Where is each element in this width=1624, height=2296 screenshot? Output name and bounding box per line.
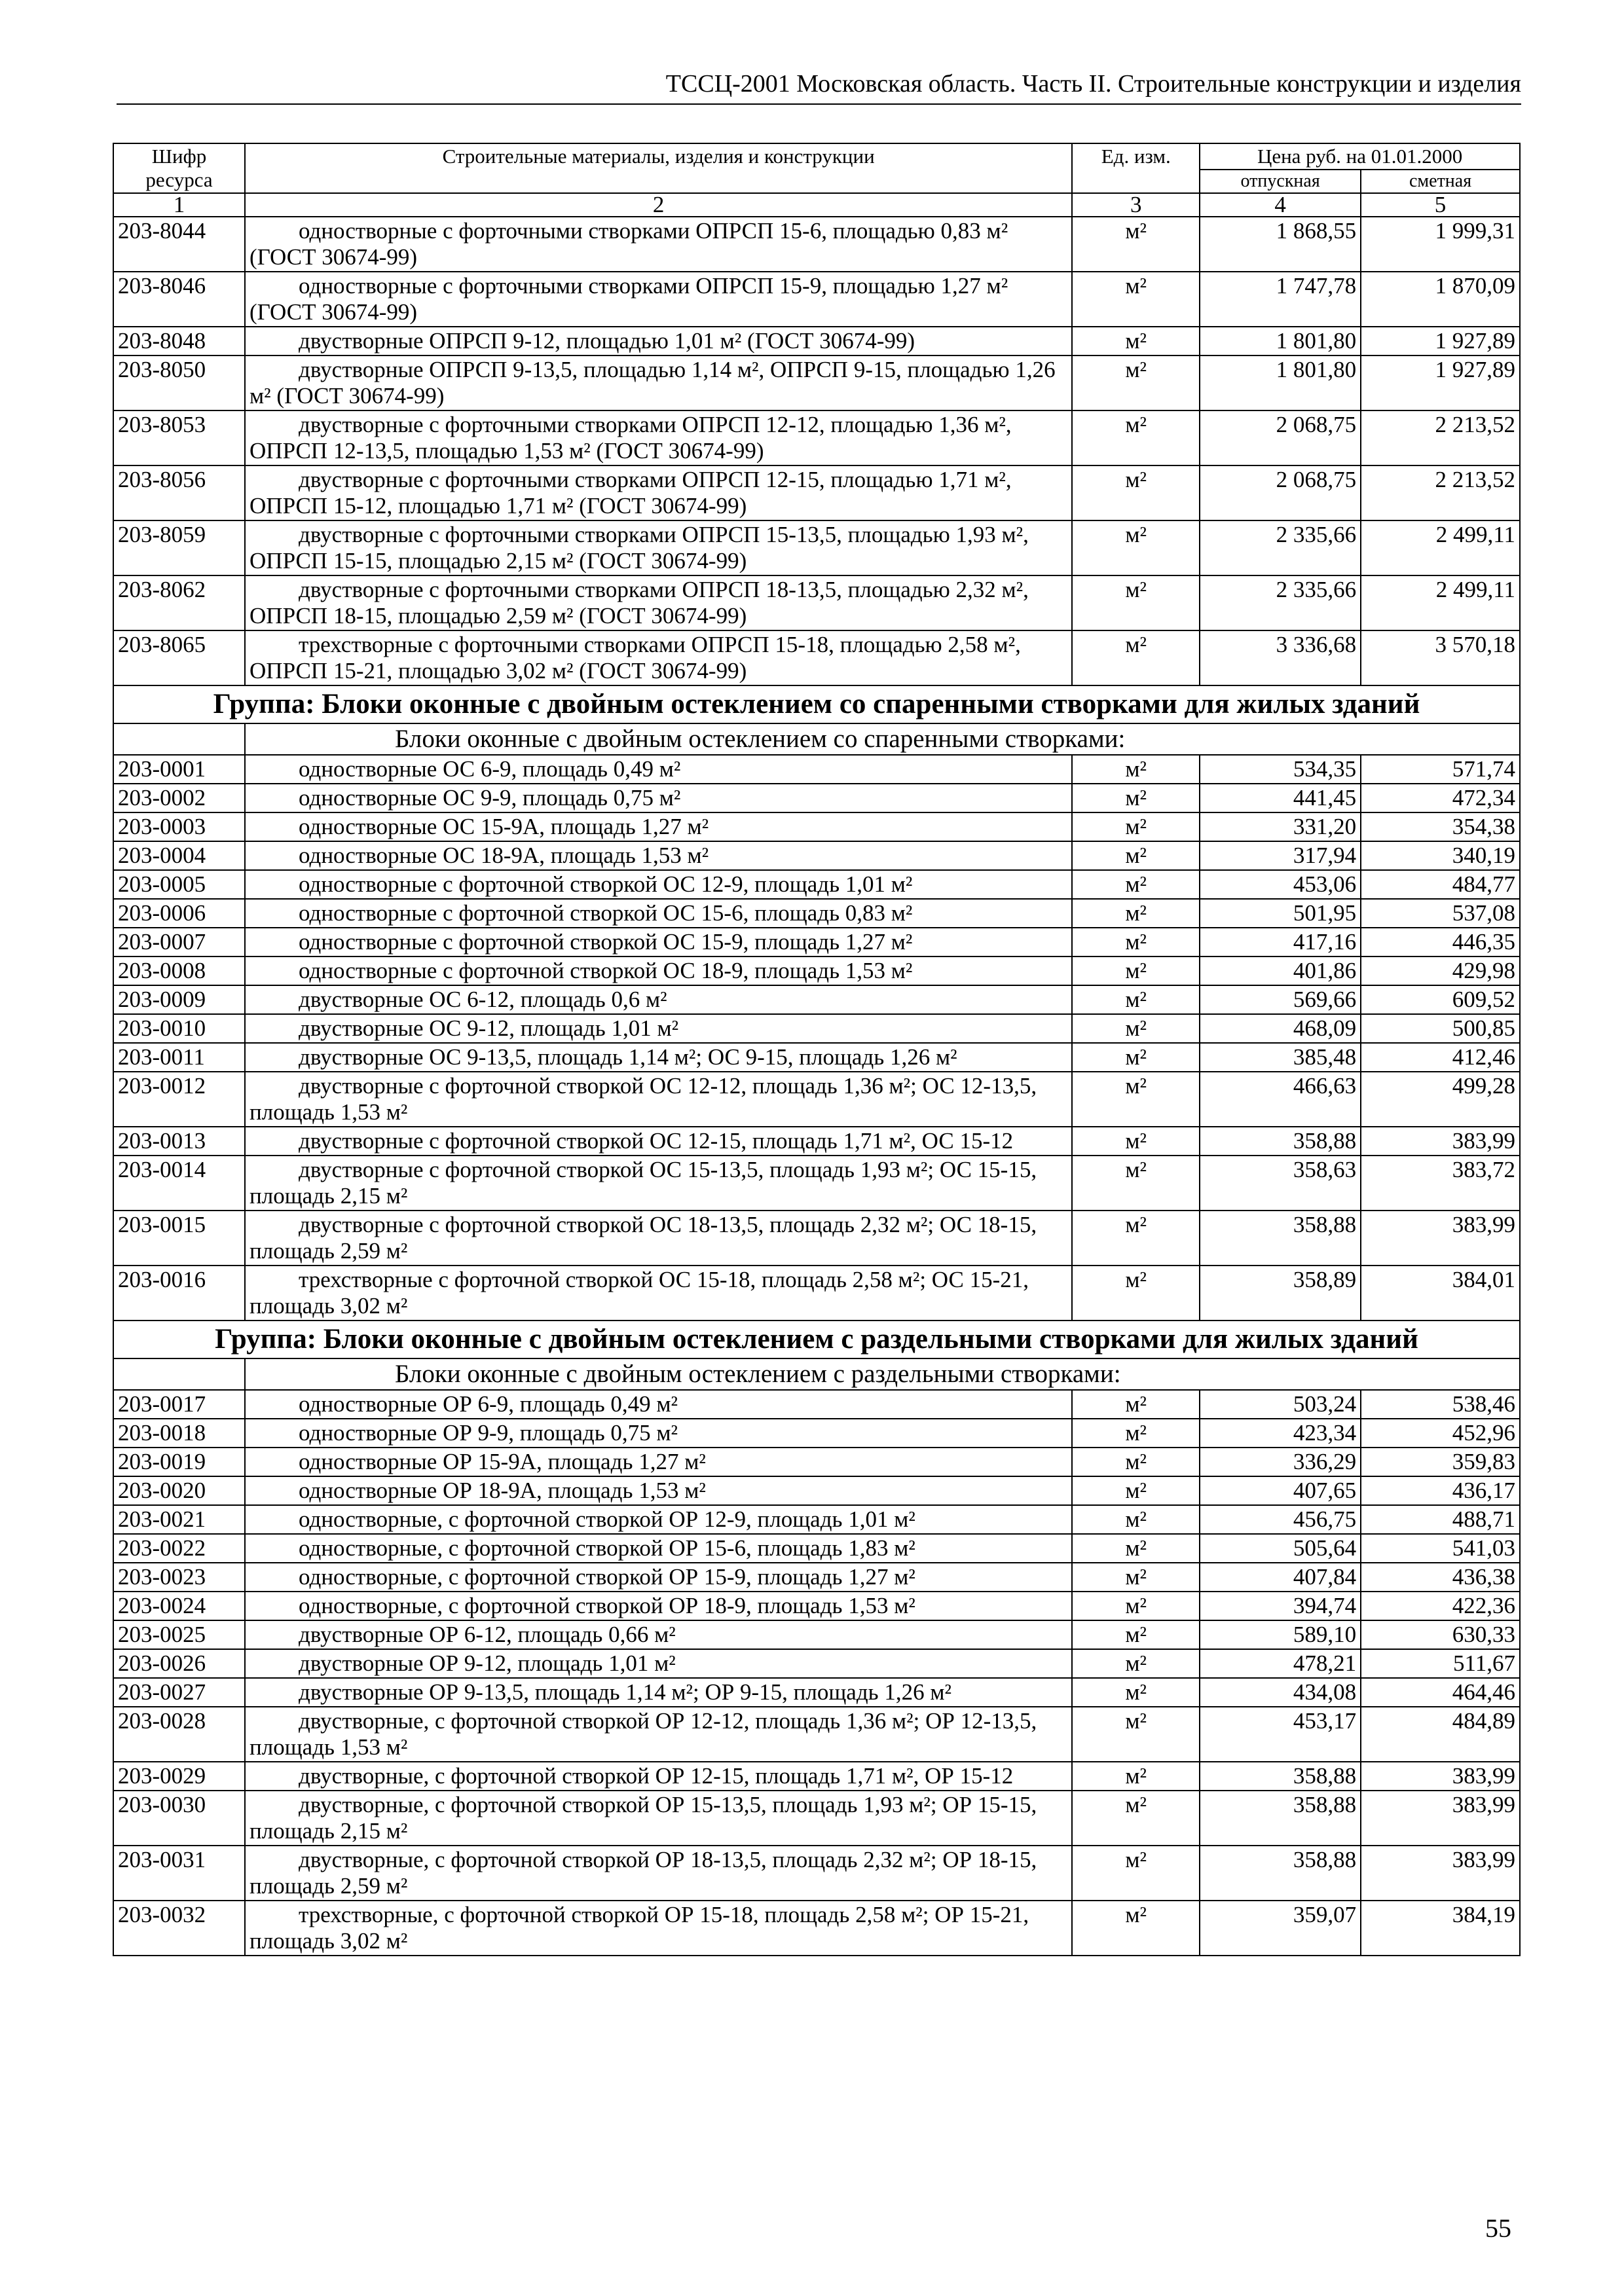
resource-code: 203-0021 [113, 1505, 245, 1534]
group-heading-row [113, 1321, 1520, 1358]
table-row [113, 1448, 1520, 1476]
material-name: двустворные ОПРСП 9-13,5, площадью 1,14 м², ОПРСП 9-15, площадью 1,26 м² (ГОСТ 30674-99) [245, 355, 1072, 410]
estimate-price: 383,99 [1361, 1762, 1520, 1791]
estimate-price: 340,19 [1361, 841, 1520, 870]
subgroup-heading-row [113, 723, 1520, 755]
resource-code: 203-8053 [113, 410, 245, 465]
estimate-price: 499,28 [1361, 1072, 1520, 1127]
release-price: 401,86 [1200, 957, 1361, 985]
column-number: 1 [113, 193, 245, 217]
unit-of-measure: м² [1072, 1791, 1200, 1846]
release-price: 589,10 [1200, 1620, 1361, 1649]
table-row [113, 1649, 1520, 1678]
header-code: Шифр ресурса [113, 143, 245, 193]
header-release-price: отпускная [1200, 170, 1361, 193]
resource-code: 203-0015 [113, 1211, 245, 1266]
header-rule [117, 103, 1521, 105]
release-price: 2 335,66 [1200, 575, 1361, 630]
table-row [113, 1678, 1520, 1707]
release-price: 478,21 [1200, 1649, 1361, 1678]
table-row [113, 272, 1520, 327]
estimate-price: 541,03 [1361, 1534, 1520, 1563]
unit-of-measure: м² [1072, 1762, 1200, 1791]
resource-code: 203-0032 [113, 1901, 245, 1956]
table-row [113, 1707, 1520, 1762]
unit-of-measure: м² [1072, 1620, 1200, 1649]
resource-code: 203-8065 [113, 630, 245, 685]
material-name: двустворные, с форточной створкой ОР 18-13,5, площадь 2,32 м²; ОР 18-15, площадь 2,59 м² [245, 1846, 1072, 1901]
resource-code: 203-0025 [113, 1620, 245, 1649]
material-name: одностворные с форточной створкой ОС 15-9, площадь 1,27 м² [245, 928, 1072, 957]
release-price: 358,89 [1200, 1266, 1361, 1321]
column-number: 3 [1072, 193, 1200, 217]
material-name: двустворные ОР 9-13,5, площадь 1,14 м²; ОР 9-15, площадь 1,26 м² [245, 1678, 1072, 1707]
table-row [113, 327, 1520, 355]
estimate-price: 484,77 [1361, 870, 1520, 899]
material-name: одностворные ОР 6-9, площадь 0,49 м² [245, 1390, 1072, 1419]
release-price: 1 747,78 [1200, 272, 1361, 327]
unit-of-measure: м² [1072, 575, 1200, 630]
table-row [113, 520, 1520, 575]
material-name: одностворные с форточными створками ОПРСП 15-6, площадью 0,83 м² (ГОСТ 30674-99) [245, 217, 1072, 272]
release-price: 3 336,68 [1200, 630, 1361, 685]
release-price: 317,94 [1200, 841, 1361, 870]
material-name: двустворные ОС 9-12, площадь 1,01 м² [245, 1014, 1072, 1043]
table-row [113, 1211, 1520, 1266]
unit-of-measure: м² [1072, 1266, 1200, 1321]
material-name: двустворные ОР 6-12, площадь 0,66 м² [245, 1620, 1072, 1649]
resource-code: 203-0001 [113, 755, 245, 784]
unit-of-measure: м² [1072, 957, 1200, 985]
table-row [113, 1762, 1520, 1791]
estimate-price: 429,98 [1361, 957, 1520, 985]
resource-code: 203-0017 [113, 1390, 245, 1419]
table-row [113, 410, 1520, 465]
unit-of-measure: м² [1072, 465, 1200, 520]
release-price: 417,16 [1200, 928, 1361, 957]
material-name: двустворные ОС 6-12, площадь 0,6 м² [245, 985, 1072, 1014]
unit-of-measure: м² [1072, 1127, 1200, 1156]
material-name: двустворные, с форточной створкой ОР 12-15, площадь 1,71 м², ОР 15-12 [245, 1762, 1072, 1791]
table-row [113, 630, 1520, 685]
material-name: двустворные с форточной створкой ОС 18-13,5, площадь 2,32 м²; ОС 18-15, площадь 2,59 м² [245, 1211, 1072, 1266]
table-row [113, 1791, 1520, 1846]
unit-of-measure: м² [1072, 1156, 1200, 1211]
unit-of-measure: м² [1072, 985, 1200, 1014]
table-row [113, 1043, 1520, 1072]
estimate-price: 383,99 [1361, 1211, 1520, 1266]
material-name: трехстворные, с форточной створкой ОР 15-18, площадь 2,58 м²; ОР 15-21, площадь 3,02 м² [245, 1901, 1072, 1956]
header-price: Цена руб. на 01.01.2000 [1200, 143, 1520, 170]
unit-of-measure: м² [1072, 1014, 1200, 1043]
resource-code: 203-0030 [113, 1791, 245, 1846]
table-row [113, 899, 1520, 928]
column-number: 5 [1361, 193, 1520, 217]
table-row [113, 1390, 1520, 1419]
table-row [113, 355, 1520, 410]
release-price: 468,09 [1200, 1014, 1361, 1043]
table-row [113, 957, 1520, 985]
resource-code: 203-8044 [113, 217, 245, 272]
unit-of-measure: м² [1072, 1678, 1200, 1707]
release-price: 503,24 [1200, 1390, 1361, 1419]
unit-of-measure: м² [1072, 1419, 1200, 1448]
estimate-price: 2 499,11 [1361, 575, 1520, 630]
resource-code: 203-0028 [113, 1707, 245, 1762]
table-row [113, 1534, 1520, 1563]
table-row [113, 1901, 1520, 1956]
resource-code: 203-0022 [113, 1534, 245, 1563]
material-name: двустворные с форточными створками ОПРСП 18-13,5, площадью 2,32 м², ОПРСП 18-15, площадью 2,59 м² (ГОСТ 30674-99) [245, 575, 1072, 630]
release-price: 423,34 [1200, 1419, 1361, 1448]
release-price: 453,06 [1200, 870, 1361, 899]
table-row [113, 1014, 1520, 1043]
release-price: 336,29 [1200, 1448, 1361, 1476]
material-name: двустворные, с форточной створкой ОР 12-12, площадь 1,36 м²; ОР 12-13,5, площадь 1,53 м² [245, 1707, 1072, 1762]
table-body [113, 217, 1520, 1956]
material-name: одностворные, с форточной створкой ОР 15-9, площадь 1,27 м² [245, 1563, 1072, 1592]
release-price: 2 068,75 [1200, 465, 1361, 520]
unit-of-measure: м² [1072, 217, 1200, 272]
unit-of-measure: м² [1072, 1211, 1200, 1266]
unit-of-measure: м² [1072, 784, 1200, 812]
header-estimate-price: сметная [1361, 170, 1520, 193]
resource-code: 203-8050 [113, 355, 245, 410]
estimate-price: 2 499,11 [1361, 520, 1520, 575]
resource-code: 203-0027 [113, 1678, 245, 1707]
table-row [113, 1563, 1520, 1592]
table-row [113, 1266, 1520, 1321]
material-name: трехстворные с форточной створкой ОС 15-18, площадь 2,58 м²; ОС 15-21, площадь 3,02 м² [245, 1266, 1072, 1321]
column-numbers-row [113, 193, 1520, 217]
unit-of-measure: м² [1072, 327, 1200, 355]
release-price: 434,08 [1200, 1678, 1361, 1707]
material-name: двустворные ОПРСП 9-12, площадью 1,01 м² (ГОСТ 30674-99) [245, 327, 1072, 355]
material-name: одностворные, с форточной створкой ОР 18-9, площадь 1,53 м² [245, 1592, 1072, 1620]
material-name: двустворные с форточными створками ОПРСП 15-13,5, площадью 1,93 м², ОПРСП 15-15, площадью 2,15 м² (ГОСТ 30674-99) [245, 520, 1072, 575]
estimate-price: 436,17 [1361, 1476, 1520, 1505]
table-row [113, 784, 1520, 812]
subgroup-heading-row [113, 1358, 1520, 1390]
resource-code: 203-0014 [113, 1156, 245, 1211]
unit-of-measure: м² [1072, 1072, 1200, 1127]
material-name: двустворные ОС 9-13,5, площадь 1,14 м²; ОС 9-15, площадь 1,26 м² [245, 1043, 1072, 1072]
resource-code: 203-0020 [113, 1476, 245, 1505]
table-row [113, 985, 1520, 1014]
table-row [113, 1505, 1520, 1534]
unit-of-measure: м² [1072, 870, 1200, 899]
resource-code: 203-0010 [113, 1014, 245, 1043]
resource-code: 203-0006 [113, 899, 245, 928]
page-number: 55 [1485, 2214, 1511, 2243]
material-name: двустворные ОР 9-12, площадь 1,01 м² [245, 1649, 1072, 1678]
material-name: одностворные с форточной створкой ОС 18-9, площадь 1,53 м² [245, 957, 1072, 985]
resource-code: 203-0007 [113, 928, 245, 957]
estimate-price: 383,99 [1361, 1846, 1520, 1901]
material-name: одностворные, с форточной створкой ОР 15-6, площадь 1,83 м² [245, 1534, 1072, 1563]
release-price: 453,17 [1200, 1707, 1361, 1762]
unit-of-measure: м² [1072, 1592, 1200, 1620]
estimate-price: 383,72 [1361, 1156, 1520, 1211]
release-price: 358,88 [1200, 1791, 1361, 1846]
resource-code: 203-8062 [113, 575, 245, 630]
resource-code: 203-0003 [113, 812, 245, 841]
resource-code: 203-0008 [113, 957, 245, 985]
release-price: 358,88 [1200, 1762, 1361, 1791]
estimate-price: 511,67 [1361, 1649, 1520, 1678]
unit-of-measure: м² [1072, 272, 1200, 327]
estimate-price: 500,85 [1361, 1014, 1520, 1043]
resource-code: 203-0023 [113, 1563, 245, 1592]
estimate-price: 422,36 [1361, 1592, 1520, 1620]
unit-of-measure: м² [1072, 1707, 1200, 1762]
resource-code: 203-0031 [113, 1846, 245, 1901]
release-price: 569,66 [1200, 985, 1361, 1014]
group-heading-row [113, 685, 1520, 723]
table-row [113, 812, 1520, 841]
table-row [113, 575, 1520, 630]
material-name: одностворные ОР 9-9, площадь 0,75 м² [245, 1419, 1072, 1448]
material-name: одностворные ОС 6-9, площадь 0,49 м² [245, 755, 1072, 784]
release-price: 2 068,75 [1200, 410, 1361, 465]
table-row [113, 1127, 1520, 1156]
resource-code: 203-8059 [113, 520, 245, 575]
unit-of-measure: м² [1072, 1505, 1200, 1534]
table-row [113, 928, 1520, 957]
release-price: 358,88 [1200, 1211, 1361, 1266]
material-name: двустворные, с форточной створкой ОР 15-13,5, площадь 1,93 м²; ОР 15-15, площадь 2,15 м² [245, 1791, 1072, 1846]
unit-of-measure: м² [1072, 812, 1200, 841]
unit-of-measure: м² [1072, 899, 1200, 928]
release-price: 407,65 [1200, 1476, 1361, 1505]
material-name: двустворные с форточной створкой ОС 12-12, площадь 1,36 м²; ОС 12-13,5, площадь 1,53 м² [245, 1072, 1072, 1127]
estimate-price: 609,52 [1361, 985, 1520, 1014]
resource-code: 203-0018 [113, 1419, 245, 1448]
table-row [113, 1156, 1520, 1211]
estimate-price: 488,71 [1361, 1505, 1520, 1534]
material-name: одностворные ОС 18-9А, площадь 1,53 м² [245, 841, 1072, 870]
estimate-price: 412,46 [1361, 1043, 1520, 1072]
material-name: одностворные ОР 15-9А, площадь 1,27 м² [245, 1448, 1072, 1476]
group-heading: Группа: Блоки оконные с двойным остеклением со спаренными створками для жилых зданий [113, 685, 1520, 723]
resource-code: 203-0011 [113, 1043, 245, 1072]
release-price: 466,63 [1200, 1072, 1361, 1127]
estimate-price: 359,83 [1361, 1448, 1520, 1476]
unit-of-measure: м² [1072, 1390, 1200, 1419]
subgroup-heading: Блоки оконные с двойным остеклением со спаренными створками: [245, 723, 1520, 755]
material-name: трехстворные с форточными створками ОПРСП 15-18, площадью 2,58 м², ОПРСП 15-21, площадью 3,02 м² (ГОСТ 30674-99) [245, 630, 1072, 685]
group-heading: Группа: Блоки оконные с двойным остеклением с раздельными створками для жилых зданий [113, 1321, 1520, 1358]
release-price: 358,88 [1200, 1846, 1361, 1901]
release-price: 359,07 [1200, 1901, 1361, 1956]
table-row [113, 1419, 1520, 1448]
table-row [113, 1476, 1520, 1505]
unit-of-measure: м² [1072, 1563, 1200, 1592]
resource-code: 203-8046 [113, 272, 245, 327]
estimate-price: 452,96 [1361, 1419, 1520, 1448]
release-price: 407,84 [1200, 1563, 1361, 1592]
header-unit: Ед. изм. [1072, 143, 1200, 193]
table-row [113, 465, 1520, 520]
unit-of-measure: м² [1072, 520, 1200, 575]
table-row [113, 1846, 1520, 1901]
table-row [113, 1620, 1520, 1649]
resource-code: 203-0029 [113, 1762, 245, 1791]
estimate-price: 464,46 [1361, 1678, 1520, 1707]
resource-code: 203-0024 [113, 1592, 245, 1620]
table-row [113, 870, 1520, 899]
release-price: 331,20 [1200, 812, 1361, 841]
estimate-price: 2 213,52 [1361, 410, 1520, 465]
estimate-price: 630,33 [1361, 1620, 1520, 1649]
table-row [113, 841, 1520, 870]
release-price: 505,64 [1200, 1534, 1361, 1563]
release-price: 456,75 [1200, 1505, 1361, 1534]
resource-code: 203-0019 [113, 1448, 245, 1476]
material-name: одностворные с форточными створками ОПРСП 15-9, площадью 1,27 м² (ГОСТ 30674-99) [245, 272, 1072, 327]
estimate-price: 571,74 [1361, 755, 1520, 784]
resource-code: 203-0009 [113, 985, 245, 1014]
unit-of-measure: м² [1072, 1846, 1200, 1901]
table-row [113, 755, 1520, 784]
release-price: 501,95 [1200, 899, 1361, 928]
estimate-price: 446,35 [1361, 928, 1520, 957]
estimate-price: 354,38 [1361, 812, 1520, 841]
release-price: 385,48 [1200, 1043, 1361, 1072]
release-price: 1 868,55 [1200, 217, 1361, 272]
column-number: 4 [1200, 193, 1361, 217]
subgroup-code-cell [113, 1358, 245, 1390]
material-name: одностворные ОР 18-9А, площадь 1,53 м² [245, 1476, 1072, 1505]
unit-of-measure: м² [1072, 1043, 1200, 1072]
estimate-price: 436,38 [1361, 1563, 1520, 1592]
release-price: 358,63 [1200, 1156, 1361, 1211]
unit-of-measure: м² [1072, 841, 1200, 870]
unit-of-measure: м² [1072, 1448, 1200, 1476]
estimate-price: 383,99 [1361, 1127, 1520, 1156]
material-name: двустворные с форточной створкой ОС 12-15, площадь 1,71 м², ОС 15-12 [245, 1127, 1072, 1156]
release-price: 2 335,66 [1200, 520, 1361, 575]
material-name: одностворные с форточной створкой ОС 15-6, площадь 0,83 м² [245, 899, 1072, 928]
unit-of-measure: м² [1072, 410, 1200, 465]
material-name: одностворные ОС 15-9А, площадь 1,27 м² [245, 812, 1072, 841]
table-row [113, 1072, 1520, 1127]
material-name: двустворные с форточными створками ОПРСП 12-12, площадью 1,36 м², ОПРСП 12-13,5, площадью 1,53 м² (ГОСТ 30674-99) [245, 410, 1072, 465]
estimate-price: 383,99 [1361, 1791, 1520, 1846]
unit-of-measure: м² [1072, 755, 1200, 784]
resource-code: 203-0026 [113, 1649, 245, 1678]
material-name: двустворные с форточной створкой ОС 15-13,5, площадь 1,93 м²; ОС 15-15, площадь 2,15 м² [245, 1156, 1072, 1211]
unit-of-measure: м² [1072, 355, 1200, 410]
estimate-price: 384,19 [1361, 1901, 1520, 1956]
estimate-price: 1 870,09 [1361, 272, 1520, 327]
table-row [113, 1592, 1520, 1620]
material-name: одностворные, с форточной створкой ОР 12-9, площадь 1,01 м² [245, 1505, 1072, 1534]
release-price: 441,45 [1200, 784, 1361, 812]
estimate-price: 538,46 [1361, 1390, 1520, 1419]
unit-of-measure: м² [1072, 1476, 1200, 1505]
table-row [113, 217, 1520, 272]
table-head [113, 143, 1520, 217]
estimate-price: 484,89 [1361, 1707, 1520, 1762]
column-number: 2 [245, 193, 1072, 217]
release-price: 1 801,80 [1200, 355, 1361, 410]
release-price: 358,88 [1200, 1127, 1361, 1156]
estimate-price: 472,34 [1361, 784, 1520, 812]
subgroup-heading: Блоки оконные с двойным остеклением с раздельными створками: [245, 1358, 1520, 1390]
resource-code: 203-0002 [113, 784, 245, 812]
subgroup-code-cell [113, 723, 245, 755]
unit-of-measure: м² [1072, 1901, 1200, 1956]
estimate-price: 1 999,31 [1361, 217, 1520, 272]
resource-code: 203-8048 [113, 327, 245, 355]
release-price: 534,35 [1200, 755, 1361, 784]
estimate-price: 1 927,89 [1361, 355, 1520, 410]
estimate-price: 3 570,18 [1361, 630, 1520, 685]
unit-of-measure: м² [1072, 928, 1200, 957]
material-name: одностворные с форточной створкой ОС 12-9, площадь 1,01 м² [245, 870, 1072, 899]
material-name: одностворные ОС 9-9, площадь 0,75 м² [245, 784, 1072, 812]
material-name: двустворные с форточными створками ОПРСП 12-15, площадью 1,71 м², ОПРСП 15-12, площадью 1,71 м² (ГОСТ 30674-99) [245, 465, 1072, 520]
resource-code: 203-0004 [113, 841, 245, 870]
estimate-price: 1 927,89 [1361, 327, 1520, 355]
unit-of-measure: м² [1072, 1649, 1200, 1678]
page-header-title: ТССЦ-2001 Московская область. Часть II. Строительные конструкции и изделия [665, 70, 1521, 98]
unit-of-measure: м² [1072, 1534, 1200, 1563]
header-name: Строительные материалы, изделия и конструкции [245, 143, 1072, 193]
resource-code: 203-8056 [113, 465, 245, 520]
release-price: 394,74 [1200, 1592, 1361, 1620]
estimate-price: 537,08 [1361, 899, 1520, 928]
unit-of-measure: м² [1072, 630, 1200, 685]
resource-code: 203-0012 [113, 1072, 245, 1127]
estimate-price: 384,01 [1361, 1266, 1520, 1321]
estimate-price: 2 213,52 [1361, 465, 1520, 520]
resource-code: 203-0016 [113, 1266, 245, 1321]
resource-code: 203-0013 [113, 1127, 245, 1156]
resource-code: 203-0005 [113, 870, 245, 899]
release-price: 1 801,80 [1200, 327, 1361, 355]
price-table [113, 143, 1521, 1956]
